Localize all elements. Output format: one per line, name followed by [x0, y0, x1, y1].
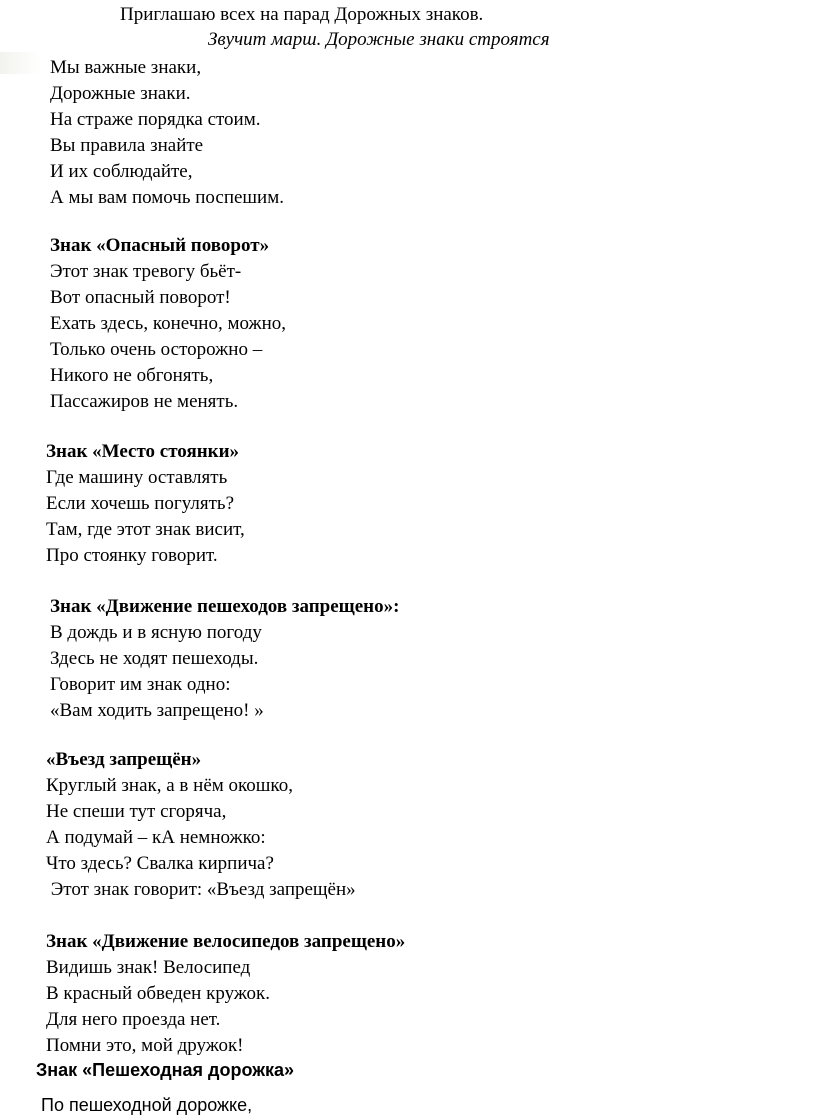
verse-line: И их соблюдайте, [50, 161, 193, 182]
march-note: Звучит марш. Дорожные знаки строятся [208, 29, 550, 50]
verse-line: Этот знак тревогу бьёт- [50, 261, 242, 282]
verse-line: А подумай – кА немножко: [46, 827, 266, 848]
verse-line: Круглый знак, а в нём окошко, [46, 775, 293, 796]
section-title: «Въезд запрещён» [46, 749, 202, 770]
section-title: Знак «Место стоянки» [46, 441, 240, 462]
section-title: Знак «Движение велосипедов запрещено» [46, 931, 406, 952]
verse-line: «Вам ходить запрещено! » [50, 700, 264, 721]
section-no-bicycles [46, 929, 405, 1059]
verse-line: Видишь знак! Велосипед [46, 957, 251, 978]
intro-line: Приглашаю всех на парад Дорожных знаков. [120, 4, 484, 25]
verse-line: Вы правила знайте [50, 135, 204, 156]
section-parking [46, 439, 245, 569]
verse-line: По пешеходной дорожке, [41, 1095, 253, 1115]
verse-line: Если хочешь погулять? [46, 493, 235, 514]
section-title: Знак «Движение пешеходов запрещено»: [50, 596, 400, 617]
section-title: Знак «Опасный поворот» [50, 235, 270, 256]
verse-line: В дождь и в ясную погоду [50, 622, 262, 643]
verse-line: В красный обведен кружок. [46, 983, 270, 1004]
section-no-entry [46, 747, 356, 903]
verse-line: Пассажиров не менять. [50, 391, 239, 412]
section-no-pedestrians [50, 594, 399, 724]
verse-line: Дорожные знаки. [50, 83, 191, 104]
verse-line: Помни это, мой дружок! [46, 1035, 244, 1056]
verse-line: Что здесь? Свалка кирпича? [46, 853, 274, 874]
verse-line: Только очень осторожно – [50, 339, 263, 360]
verse-line: Там, где этот знак висит, [46, 519, 245, 540]
scan-shadow [0, 52, 40, 74]
verse-line: Никого не обгонять, [50, 365, 214, 386]
section-dangerous-turn [50, 233, 286, 415]
verse-line: Этот знак говорит: «Въезд запрещён» [46, 879, 356, 900]
verse-line: Для него проезда нет. [46, 1009, 221, 1030]
verse-line: Не спеши тут сгоряча, [46, 801, 227, 822]
verse-line: Мы важные знаки, [50, 57, 202, 78]
verse-line: Вот опасный поворот! [50, 287, 231, 308]
verse-line: А мы вам помочь поспешим. [50, 187, 284, 208]
section-title-pedestrian-path: Знак «Пешеходная дорожка» [36, 1060, 295, 1080]
verse-line: Где машину оставлять [46, 467, 228, 488]
verse-line: Здесь не ходят пешеходы. [50, 648, 259, 669]
verse-line: Про стоянку говорит. [46, 545, 218, 566]
verse-line: На страже порядка стоим. [50, 109, 261, 130]
verse-line: Говорит им знак одно: [50, 674, 231, 695]
opening-verse [50, 55, 284, 211]
verse-line: Ехать здесь, конечно, можно, [50, 313, 287, 334]
